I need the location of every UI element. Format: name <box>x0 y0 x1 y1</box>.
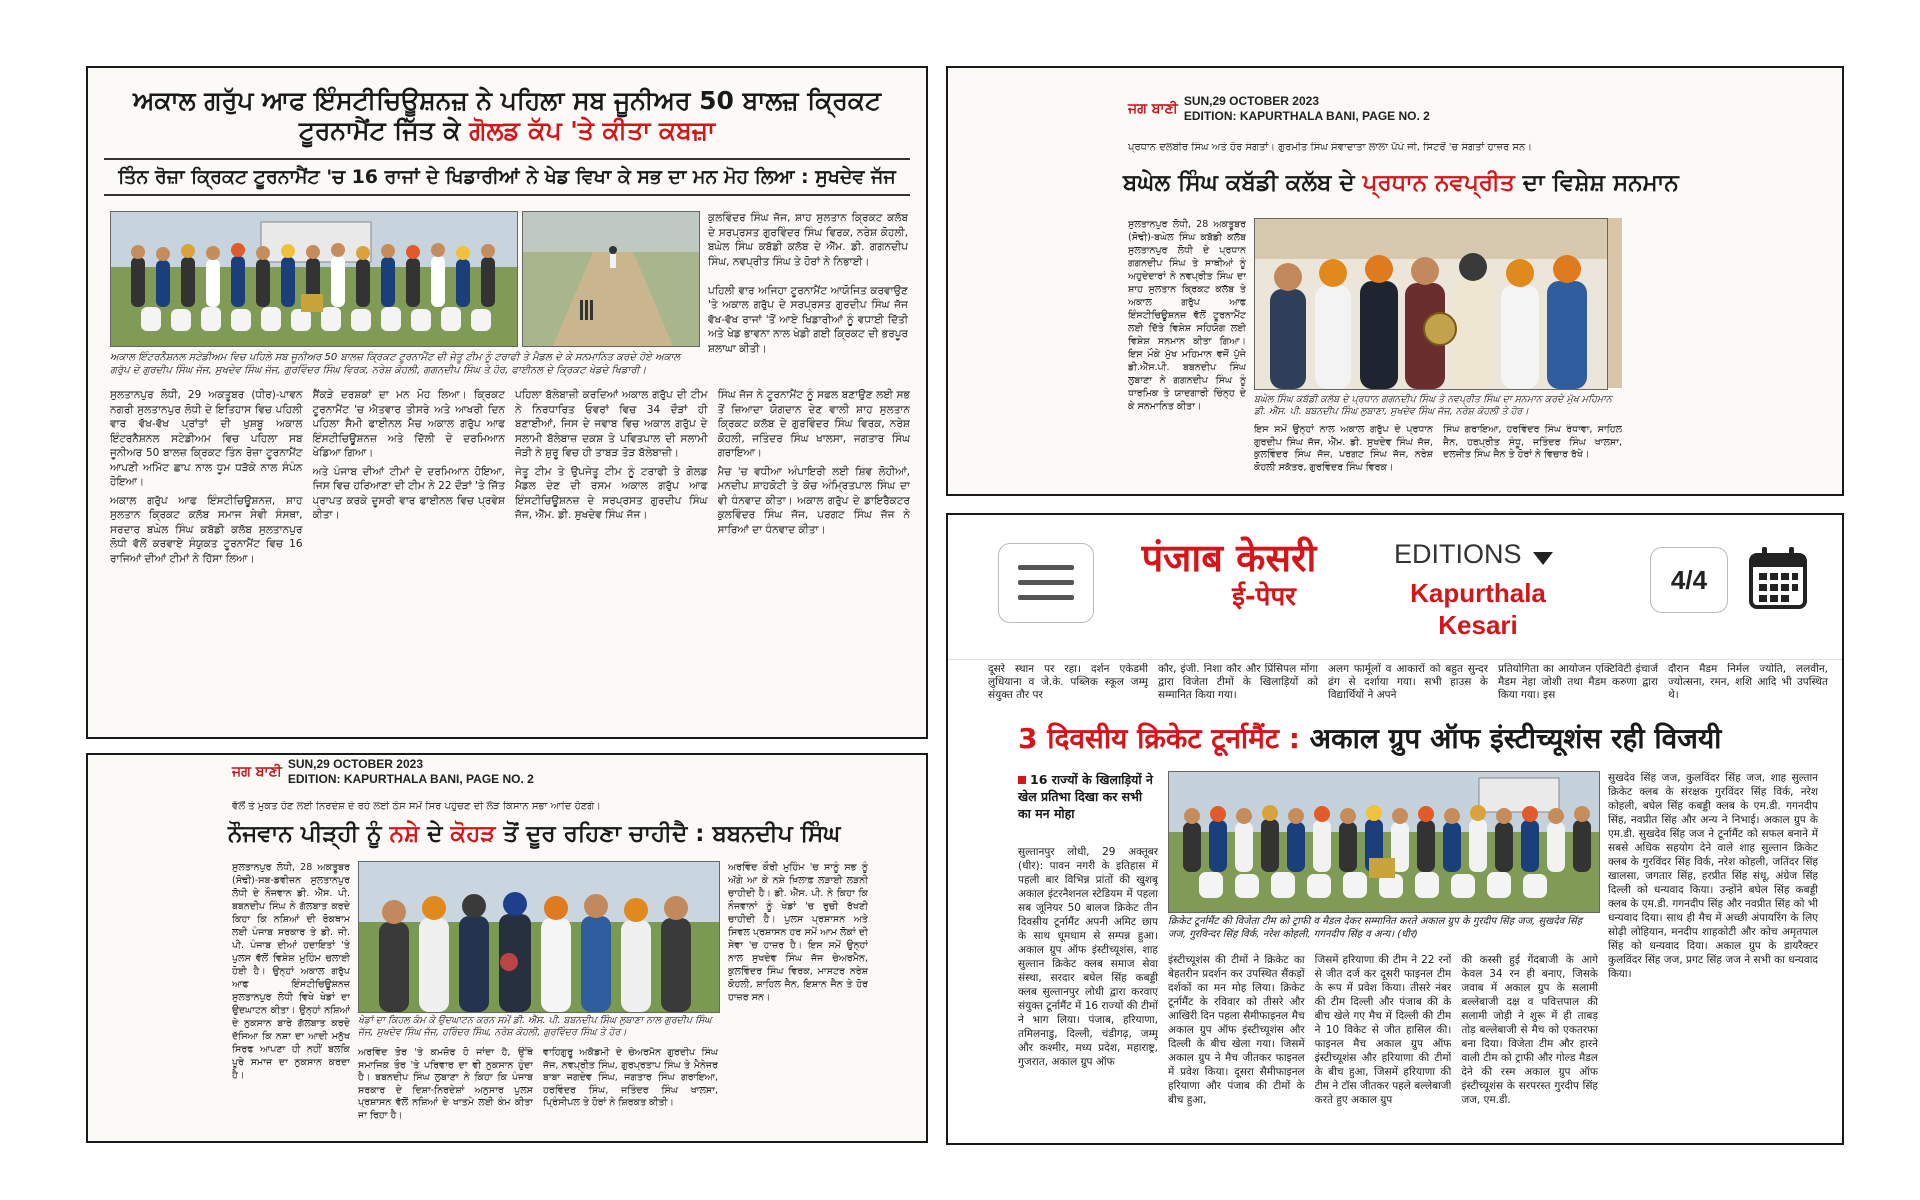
clip1-body-para: ਜੇਤੂ ਟੀਮ ਤੇ ਉਪਜੇਤੂ ਟੀਮ ਨੂੰ ਟਰਾਫੀ ਤੇ ਗੋਲਡ ਮੈਡਲ ਦੇਣ ਦੀ ਰਸਮ ਅਕਾਲ ਗਰੁੱਪ ਆਫ ਇੰਸਟੀਚਿਊਸ਼ਨਜ਼ ਦੇ ਸਰਪ੍ਰਸਤ ਗੁਰਦੀਪ ਸਿੰਘ ਜੱਜ, ਐੱਮ. ਡੀ. ਸੁਖਦੇਵ ਸਿੰਘ ਜੱਜ। <box>515 465 708 521</box>
clip3-photo-inauguration <box>358 861 720 1013</box>
clip1-right-para-1: ਕੁਲਵਿੰਦਰ ਸਿੰਘ ਜੱਜ, ਸ਼ਾਹ ਸੁਲਤਾਨ ਕ੍ਰਿਕਟ ਕਲੱਬ ਦੇ ਸਰਪ੍ਰਸਤ ਗੁਰਵਿੰਦਰ ਸਿੰਘ ਵਿਰਕ, ਨਰੇਸ਼ ਕੋਹਲੀ, ਬਘੇਲ ਸਿੰਘ ਕਬੱਡੀ ਕਲੱਬ ਦੇ ਐੱਮ. ਡੀ. ਗਗਨਦੀਪ ਸਿੰਘ, ਨਵਪ੍ਰੀਤ ਸਿੰਘ ਤੇ ਹੋਰਾਂ ਨੇ ਨਿਭਾਈ। <box>708 212 908 268</box>
clip2-meta <box>1184 94 1430 124</box>
clip3-headline-black-3: ਤੋਂ ਦੂਰ ਰਹਿਣਾ ਚਾਹੀਦੈ : ਬਬਨਦੀਪ ਸਿੰਘ <box>503 821 841 847</box>
clip3-headline-red-2: ਕੋਹੜ <box>450 821 496 847</box>
clip3-right-column <box>728 861 868 1133</box>
clipping-1-gold-cup <box>86 66 928 739</box>
clip3-right-text: ਅਰਵਿੰਦ ਕੌਰੀ ਮੁਹਿੰਮ 'ਚ ਸਾਨੂੰ ਸਭ ਨੂੰ ਅੱਗੇ ਆ ਕੇ ਨਸ਼ੇ ਖ਼ਿਲਾਫ਼ ਲੜਾਈ ਲੜਨੀ ਚਾਹੀਦੀ ਹੈ। ਡੀ. ਐੱਸ. ਪੀ. ਨੇ ਕਿਹਾ ਕਿ ਨੌਜਵਾਨਾਂ ਨੂੰ ਖੇਡਾਂ 'ਚ ਰੁਚੀ ਰੱਖਣੀ ਚਾਹੀਦੀ ਹੈ। ਪੁਲਸ ਪ੍ਰਸ਼ਾਸਨ ਅਤੇ ਸਿਵਲ ਪ੍ਰਸ਼ਾਸਨ ਹਰ ਸਮੇਂ ਆਮ ਲੋਕਾਂ ਦੀ ਸੇਵਾ 'ਚ ਹਾਜ਼ਰ ਹੈ। ਇਸ ਸਮੇਂ ਉਨ੍ਹਾਂ ਨਾਲ ਸੁਖਦੇਵ ਸਿੰਘ ਜੱਜ ਚੇਅਰਮੈਨ, ਕੁਲਵਿੰਦਰ ਸਿੰਘ ਵਿਰਕ, ਮਾਸਟਰ ਨਰੇਸ਼ ਕੋਹਲੀ, ਸ਼ਾਹਿਲ ਜੈਨ, ਇਸ਼ਾਨ ਜੈਨ ਤੇ ਹੋਰ ਹਾਜ਼ਰ ਸਨ। <box>728 862 868 1003</box>
menu-button[interactable] <box>998 543 1094 623</box>
pk-headline-black: अकाल ग्रुप ऑफ इंस्टीच्यूशंस रही विजयी <box>1309 722 1722 755</box>
clip1-body-para: ਸੈਂਕੜੇ ਦਰਸ਼ਕਾਂ ਦਾ ਮਨ ਮੋਹ ਲਿਆ। ਕ੍ਰਿਕਟ ਟੂਰਨਾਮੈਂਟ 'ਚ ਐਤਵਾਰ ਤੀਸਰੇ ਅਤੇ ਆਖਰੀ ਦਿਨ ਪਹਿਲਾ ਸੈਮੀ ਫਾਈਨਲ ਮੈਚ ਅਕਾਲ ਗਰੁੱਪ ਆਫ ਇੰਸਟੀਚਿਊਸ਼ਨਜ਼ ਅਤੇ ਦਿੱਲੀ ਦੇ ਦਰਮਿਆਨ ਖੇਡਿਆ ਗਿਆ। <box>312 389 505 459</box>
clip2-bottom-para: ਸਿੰਘ ਗਰਾਇਆ, ਹਰਵਿੰਦਰ ਸਿੰਘ ਰੰਧਾਵਾ, ਸਾਹਿਲ ਜੈਨ, ਹਰਪ੍ਰੀਤ ਸੰਧੂ, ਜਤਿੰਦਰ ਸਿੰਘ ਖਾਲਸਾ, ਦਲਜੀਤ ਸਿੰਘ ਜੈਨ ਤੇ ਹੋਰਾਂ ਨੇ ਵਿਚਾਰ ਰੱਖੇ। <box>1443 424 1622 460</box>
clip3-headline <box>228 819 868 849</box>
clip3-meta <box>288 757 534 787</box>
clip3-caption: ਖੇਡਾਂ ਦਾ ਕਿਹਲ ਕੰਮ ਕੇ ਉਦਘਾਟਨ ਕਰਨ ਸਮੇਂ ਡੀ. ਐੱਸ. ਪੀ. ਬਬਨਦੀਪ ਸਿੰਘ ਲੁਬਾਣਾ ਨਾਲ ਗੁਰਦੀਪ ਸਿੰਘ ਜੱਜ, ਸੁਖਦੇਵ ਸਿੰਘ ਜੱਜ, ਹਰਿੰਦਰ ਸਿੰਘ, ਨਰੇਸ਼ ਕੋਹਲੀ, ਗੁਰਵਿੰਦਰ ਸਿੰਘ ਤੇ ਹੋਰ। <box>358 1015 712 1038</box>
clip3-edition: EDITION: KAPURTHALA BANI, PAGE NO. 2 <box>287 772 534 786</box>
clip2-headline <box>1123 168 1679 198</box>
clip3-date: SUN,29 OCTOBER 2023 <box>287 757 423 771</box>
pk-logo-main: पंजाब केसरी <box>1141 536 1317 580</box>
clip1-photo-team <box>110 211 518 347</box>
clip2-bottom-columns <box>1254 424 1622 484</box>
pk-strip-col: कौर, इंजी. निशा कौर और प्रिंसिपल मोंगा द्वारा विजेता टीमों के खिलाड़ियों को सम्मानित किया गया। <box>1158 663 1318 701</box>
clip1-col-3 <box>515 388 708 726</box>
calendar-icon <box>1748 545 1808 611</box>
pk-right-text: सुखदेव सिंह जज, कुलविंदर सिंह जज, शाह सुल्तान क्रिकेट क्लब के संरक्षक गुरविंदर सिंह विर्क, नरेश कोहली, बघेल सिंह कबड्डी क्लब के एम.डी. गगनदीप सिंह, नवप्रीत सिंह और अन्य ने निभाई। अकाल ग्रुप के एम.डी. सुखदेव सिंह जज ने टूर्नामैंट को सफल बनाने में सबसे अधिक सहयोग देने वाले शाह सुल्तान क्रिकेट क्लब के गुरविंदर सिंह विर्क, नरेश कोहली, जतिंदर सिंह खालसा, जगतार सिंह, हरप्रीत सिंह संधू, अंग्रेज सिंह दिल्ली को धन्यवाद किया। उन्होंने बघेल सिंह कबड्डी क्लब के एम.डी. गगनदीप सिंह और नवप्रीत सिंह को भी धन्यवाद दिया। साथ ही मैच में अच्छी अंपायरिंग के लिए सोढ़ी लोहियान, मनदीप शाहकोटी और कोच अमृतपाल सिंह को धन्यवाद दिया। अकाल ग्रुप के डायरैक्टर कुलविंदर सिंह जज, प्रगट सिंह जज ने सभी का धन्यवाद किया। <box>1608 772 1818 980</box>
clip1-body-para: ਅਤੇ ਪੰਜਾਬ ਦੀਆਂ ਟੀਮਾਂ ਦੇ ਦਰਮਿਆਨ ਹੋਇਆ, ਜਿਸ ਵਿਚ ਹਰਿਆਣਾ ਦੀ ਟੀਮ ਨੇ 22 ਦੌੜਾਂ 'ਤੇ ਜਿੱਤ ਪ੍ਰਾਪਤ ਕਰਕੇ ਦੂਸਰੀ ਵਾਰ ਫਾਈਨਲ ਵਿਚ ਪ੍ਰਵੇਸ਼ ਕੀਤਾ। <box>312 465 505 521</box>
editions-label: EDITIONS <box>1394 539 1522 569</box>
pk-strip-col: प्रतियोगिता का आयोजन एक्टिविटी इंचार्ज मैडम नेहा जोशी तथा मैडम करुणा द्वारा किया गया। इस <box>1498 663 1658 701</box>
clip3-bottom-para: ਵਾਹਿਗੁਰੂ ਅਕੈਡਮੀ ਦੇ ਚੇਅਰਮੈਨ ਗੁਰਦੀਪ ਸਿੰਘ ਜੱਜ, ਨਵਪ੍ਰੀਤ ਸਿੰਘ, ਗੁਰਪ੍ਰਤਾਪ ਸਿੰਘ ਤੇ ਮੈਨੇਜਰ ਬਾਬਾ ਜਗਦੇਵ ਸਿੰਘ, ਜਗਤਾਰ ਸਿੰਘ ਗਰਾਇਆ, ਹਰਵਿੰਦਰ ਸਿੰਘ, ਜਤਿੰਦਰ ਸਿੰਘ ਖਾਲਸਾ, ਪ੍ਰਿੰਸੀਪਲ ਤੇ ਹੋਰਾਂ ਨੇ ਸ਼ਿਰਕਤ ਕੀਤੀ। <box>543 1047 718 1108</box>
pk-top-strip <box>988 663 1828 715</box>
page-indicator: 4/4 <box>1670 564 1708 595</box>
clip2-left-column <box>1128 218 1246 466</box>
clip1-headline-red: ਗੋਲਡ ਕੱਪ 'ਤੇ ਕੀਤਾ ਕਬਜ਼ਾ <box>469 116 716 145</box>
clip2-bottom-para: ਇਸ ਸਮੇਂ ਉਨ੍ਹਾਂ ਨਾਲ ਅਕਾਲ ਗਰੁੱਪ ਦੇ ਪ੍ਰਧਾਨ ਗੁਰਦੀਪ ਸਿੰਘ ਜੱਜ, ਐੱਮ. ਡੀ. ਸੁਖਦੇਵ ਸਿੰਘ ਜੱਜ, ਕੁਲਵਿੰਦਰ ਸਿੰਘ ਜੱਜ, ਪਰਗਟ ਸਿੰਘ ਜੱਜ, ਨਰੇਸ਼ ਕੋਹਲੀ ਸਕੱਤਰ, ਗੁਰਵਿੰਦਰ ਸਿੰਘ ਵਿਰਕ। <box>1254 424 1433 473</box>
clip1-right-para-2: ਪਹਿਲੀ ਵਾਰ ਅਜਿਹਾ ਟੂਰਨਾਮੈਂਟ ਆਯੋਜਿਤ ਕਰਵਾਉਣ 'ਤੇ ਅਕਾਲ ਗਰੁੱਪ ਦੇ ਸਰਪ੍ਰਸਤ ਗੁਰਦੀਪ ਸਿੰਘ ਜੱਜ ਵੱਖ-ਵੱਖ ਰਾਜਾਂ 'ਤੋਂ ਆਏ ਖਿਡਾਰੀਆਂ ਨੂੰ ਵਧਾਈ ਦਿੱਤੀ ਅਤੇ ਖੇਡ ਭਾਵਨਾ ਨਾਲ ਖੇਡੀ ਗਈ ਕ੍ਰਿਕਟ ਦੀ ਭਰਪੂਰ ਸ਼ਲਾਘਾ ਕੀਤੀ। <box>708 284 908 355</box>
pk-bottom-para: की कस्सी हुई गेंदबाजी के आगे केवल 34 रन ही बनाए, जिसके जवाब में अकाल ग्रुप के सलामी बल्लेबाजी दक्ष व पवित्तपाल की सलामी जोड़ी ने शुरू में ही ताबड़ तोड़ बल्लेबाजी से मैच को एकतरफा बना दिया। विजेता टीम और हारने वाली टीम को ट्राफी और गोल्ड मैडल देने की रस्म अकाल ग्रुप ऑफ इंस्टीच्यूशंस के सरपरस्त गुरदीप सिंह जज, एम.डी. <box>1461 954 1598 1106</box>
clip3-top-strip: ਵੱਲੋਂ ਤੇ ਮੁਕਤ ਹੋਣ ਲਈ ਨਿਰਦੇਸ਼ ਦੇ ਰਹੇ ਲਈ ਠੋਸ ਸਮੇਂ ਸਿਰ ਪਹੁੰਚਣ ਦੀ ਲੋੜ ਕਿਸਾਨ ਸਭਾ ਆਦਿ ਹੋਣਗੇ। <box>232 801 601 812</box>
clip2-top-strip: ਪ੍ਰਧਾਨ ਦਲਬੀਰ ਸਿੰਘ ਅਤੇ ਹੋਰ ਸੰਗਤਾਂ। ਗੁਰਮੀਤ ਸਿੰਘ ਸੰਵਾਦਾਤਾ ਲਾਲਾ ਪੱਪੇ ਜੀ, ਸਿਟਰੋਂ 'ਚ ਸੰਗਤਾਂ ਹਾਜ਼ਰ ਸਨ। <box>1128 142 1533 153</box>
clip1-photo-match <box>522 211 700 347</box>
pk-bottom-columns <box>1168 953 1598 1139</box>
calendar-button[interactable] <box>1748 545 1808 611</box>
pk-right-column <box>1608 771 1818 1139</box>
clip2-caption: ਬਘੇਲ ਸਿੰਘ ਕਬੱਡੀ ਕਲੱਬ ਦੇ ਪ੍ਰਧਾਨ ਗਗਨਦੀਪ ਸਿੰਘ ਤੇ ਨਵਪ੍ਰੀਤ ਸਿੰਘ ਦਾ ਸਨਮਾਨ ਕਰਦੇ ਮੁੱਖ ਮਹਿਮਾਨ ਡੀ. ਐੱਸ. ਪੀ. ਬਬਨਦੀਪ ਸਿੰਘ ਲੁਬਾਣਾ, ਸੁਖਦੇਵ ਸਿੰਘ ਜੱਜ, ਨਰੇਸ਼ ਕੋਹਲੀ ਤੇ ਹੋਰ। <box>1254 394 1612 417</box>
clip1-subheadline: ਤਿੰਨ ਰੋਜ਼ਾ ਕ੍ਰਿਕਟ ਟੂਰਨਾਮੈਂਟ 'ਚ 16 ਰਾਜਾਂ ਦੇ ਖਿਡਾਰੀਆਂ ਨੇ ਖੇਡ ਵਿਖਾ ਕੇ ਸਭ ਦਾ ਮਨ ਮੋਹ ਲਿਆ : ਸੁਖਦੇਵ ਜੱਜ <box>104 158 910 196</box>
clip3-headline-red-1: ਨਸ਼ੇ <box>389 821 420 847</box>
clipping-3-drug-awareness <box>86 753 928 1143</box>
clip3-inauguration-illustration <box>359 862 719 1012</box>
clip1-body-para: ਅਕਾਲ ਗਰੁੱਪ ਆਫ ਇੰਸਟੀਚਿਊਸ਼ਨਜ਼, ਸ਼ਾਹ ਸੁਲਤਾਨ ਕ੍ਰਿਕਟ ਕਲੱਬ ਸਮਾਜ ਸੇਵੀ ਸੰਸਥਾ, ਸਰਦਾਰ ਬਘੇਲ ਸਿੰਘ ਕਬੱਡੀ ਕਲੱਬ ਸੁਲਤਾਨਪੁਰ ਲੋਧੀ ਵੱਲੋਂ ਕਰਵਾਏ ਸੰਯੁਕਤ ਟੂਰਨਾਮੈਂਟ ਵਿਚ 16 ਰਾਜਿਆਂ ਦੀਆਂ ਟੀਮਾਂ ਨੇ ਹਿੱਸਾ ਲਿਆ। <box>110 494 303 565</box>
pk-left-text: सुल्तानपुर लोधी, 29 अक्तूबर (धीर): पावन नगरी के इतिहास में पहली बार विभिन्न प्रांतों की खुशबू अकाल इंटरनैशनल स्टेडियम में पहला सब जूनियर 50 बालज क्रिकेट तीन दिवसीय टूर्नामैंट अपनी अमिट छाप के साथ धूमधाम से सम्पन्न हुआ। अकाल ग्रुप ऑफ इंस्टीच्यूशंस, शाह सुल्तान क्रिकेट क्लब समाज सेवा संस्था, सरदार बघेल सिंह कबड्डी क्लब सुल्तानपुर लोधी द्वारा करवाए संयुक्त टूर्नामैंट में 16 राज्यों की टीमों ने भाग लिया। पंजाब, हरियाणा, तमिलनाडु, दिल्ली, चंडीगढ़, जम्मू और कश्मीर, मध्य प्रदेश, महाराष्ट्र, गुजरात, अकाल ग्रुप ऑफ <box>1018 846 1158 1068</box>
square-bullet-icon <box>1018 776 1026 784</box>
pk-winners-illustration <box>1169 772 1599 912</box>
clip1-col-1 <box>110 388 303 726</box>
clipping-4-punjab-kesari <box>946 513 1844 1145</box>
clip3-bottom-para: ਅਰਵਿੰਦ ਤੋਰ 'ਤੇ ਕਮਜ਼ੋਰ ਹੋ ਜਾਂਦਾ ਹੈ, ਉੱਥੇ ਸਮਾਜਿਕ ਤੌਰ 'ਤੇ ਪਰਿਵਾਰ ਦਾ ਵੀ ਨੁਕਸਾਨ ਹੁੰਦਾ ਹੈ। ਬਬਨਦੀਪ ਸਿੰਘ ਲੁਬਾਣਾ ਨੇ ਕਿਹਾ ਕਿ ਪੰਜਾਬ ਸਰਕਾਰ ਦੇ ਦਿਸ਼ਾ-ਨਿਰਦੇਸ਼ਾਂ ਅਨੁਸਾਰ ਪੁਲਸ ਪ੍ਰਸ਼ਾਸਨ ਵੱਲੋਂ ਨਸ਼ਿਆਂ ਦੇ ਖਾਤਮੇ ਲਈ ਕੰਮ ਕੀਤਾ ਜਾ ਰਿਹਾ ਹੈ। <box>358 1047 533 1121</box>
edition-name: Kapurthala Kesari <box>1410 578 1546 640</box>
clip3-headline-black-2: ਦੇ <box>427 821 443 847</box>
clip1-body-para: ਸਿੰਘ ਜੱਜ ਨੇ ਟੂਰਨਾਮੈਂਟ ਨੂੰ ਸਫਲ ਬਣਾਉਣ ਲਈ ਸਭ ਤੋਂ ਜ਼ਿਆਦਾ ਯੋਗਦਾਨ ਦੇਣ ਵਾਲੀ ਸ਼ਾਹ ਸੁਲਤਾਨ ਕ੍ਰਿਕਟ ਕਲੱਬ ਦੇ ਗੁਰਵਿੰਦਰ ਸਿੰਘ ਵਿਰਕ, ਨਰੇਸ਼ ਕੋਹਲੀ, ਜਤਿੰਦਰ ਸਿੰਘ ਖਾਲਸਾ, ਜਗਤਾਰ ਸਿੰਘ ਗਰਾਇਆ। <box>717 389 910 459</box>
clip3-jagbani-logo: ਜਗ ਬਾਣੀ <box>232 763 282 780</box>
editions-dropdown[interactable] <box>1394 539 1553 570</box>
clip2-photo-honor <box>1254 218 1608 390</box>
clip2-headline-black-1: ਬਘੇਲ ਸਿੰਘ ਕਬੱਡੀ ਕਲੱਬ ਦੇ <box>1123 170 1355 196</box>
clip1-body-para: ਪਹਿਲਾ ਬੱਲੇਬਾਜ਼ੀ ਕਰਦਿਆਂ ਅਕਾਲ ਗਰੁੱਪ ਦੀ ਟੀਮ ਨੇ ਨਿਰਧਾਰਿਤ ਓਵਰਾਂ ਵਿਚ 34 ਦੌੜਾਂ ਹੀ ਬਣਾਈਆਂ, ਜਿਸ ਦੇ ਜਵਾਬ ਵਿਚ ਅਕਾਲ ਗਰੁੱਪ ਦੇ ਸਲਾਮੀ ਬੱਲੇਬਾਜ਼ ਦਕਸ਼ ਤੇ ਪਵਿਤਪਾਲ ਦੀ ਸਲਾਮੀ ਜੋੜੀ ਨੇ ਸ਼ੁਰੂ ਵਿਚ ਹੀ ਤਾਬੜ ਤੋੜ ਬੱਲੇਬਾਜ਼ੀ। <box>515 389 708 459</box>
clip1-col-4 <box>718 388 911 726</box>
pk-strip-col: दूसरे स्थान पर रहा। दर्शन एकेडमी लुधियाना व जे.के. पब्लिक स्कूल जम्मू संयुक्त तौर पर <box>988 663 1148 701</box>
clip2-headline-black-2: ਦਾ ਵਿਸ਼ੇਸ਼ ਸਨਮਾਨ <box>1522 170 1679 196</box>
hamburger-icon <box>1018 563 1074 603</box>
clip2-headline-red: ਪ੍ਰਧਾਨ ਨਵਪ੍ਰੀਤ <box>1362 170 1515 196</box>
clip3-headline-black-1: ਨੌਜਵਾਨ ਪੀੜ੍ਹੀ ਨੂੰ <box>228 821 382 847</box>
pk-bottom-para: जिसमें हरियाणा की टीम ने 22 रनों से जीत दर्ज कर दूसरी फाइनल टीम के रूप में प्रवेश किया। तीसरे नंबर की टीम दिल्ली और पंजाब की के बीच खेले गए मैच में दिल्ली की टीम ने 10 विकेट से जीत हासिल की। फाइनल मैच अकाल ग्रुप ऑफ इंस्टीच्यूशंस और हरियाणा की टीमों के बीच हुआ, जिसमें हरियाणा की टीम ने टॉस जीतकर पहले बल्लेबाजी करते हुए अकाल ग्रुप <box>1314 954 1452 1106</box>
clip2-edition: EDITION: KAPURTHALA BANI, PAGE NO. 2 <box>1183 109 1430 123</box>
clip3-left-text: ਸੁਲਤਾਨਪੁਰ ਲੋਧੀ, 28 ਅਕਤੂਬਰ (ਸੋਢੀ)-ਸਬ-ਡਵੀਜ਼ਨ ਸੁਲਤਾਨਪੁਰ ਲੋਧੀ ਦੇ ਨੌਜਵਾਨ ਡੀ. ਐੱਸ. ਪੀ. ਬਬਨਦੀਪ ਸਿੰਘ ਨੇ ਗੱਲਬਾਤ ਕਰਦੇ ਕਿਹਾ ਕਿ ਨਸ਼ਿਆਂ ਦੀ ਰੋਕਥਾਮ ਲਈ ਪੰਜਾਬ ਸਰਕਾਰ ਤੇ ਡੀ. ਜੀ. ਪੀ. ਪੰਜਾਬ ਦੀਆਂ ਹਦਾਇਤਾਂ 'ਤੇ ਪੁਲਸ ਵੱਲੋਂ ਵਿਸ਼ੇਸ਼ ਮੁਹਿੰਮ ਚਲਾਈ ਹੋਈ ਹੈ। ਉਨ੍ਹਾਂ ਅਕਾਲ ਗਰੁੱਪ ਆਫ ਇੰਸਟੀਚਿਊਸ਼ਨਜ਼ ਸੁਲਤਾਨਪੁਰ ਲੋਧੀ ਵਿਖੇ ਖੇਡਾਂ ਦਾ ਉਦਘਾਟਨ ਕੀਤਾ। ਉਨ੍ਹਾਂ ਨਸ਼ਿਆਂ ਦੇ ਨੁਕਸਾਨ ਬਾਰੇ ਗੱਲਬਾਤ ਕਰਦੇ ਦੱਸਿਆ ਕਿ ਨਸ਼ਾ ਦਾ ਆਦੀ ਮਨੁੱਖ ਸਿਰਫ ਆਪਣਾ ਹੀ ਨਹੀਂ ਬਲਕਿ ਪੂਰੇ ਸਮਾਜ ਦਾ ਨੁਕਸਾਨ ਕਰਦਾ ਹੈ। <box>232 862 350 1081</box>
clip3-edition-stamp <box>232 757 534 787</box>
clip2-jagbani-logo: ਜਗ ਬਾਣੀ <box>1128 100 1178 117</box>
clip1-match-illustration <box>523 212 699 346</box>
pk-logo[interactable] <box>1120 535 1338 613</box>
clipping-2-kabaddi-club <box>946 66 1844 496</box>
clip2-edition-stamp <box>1128 94 1430 124</box>
clip2-side-strip <box>1608 218 1622 388</box>
pk-strip-col: अलग फार्मूलों व आकारों को बहुत सुन्दर ढंग से दर्शाया गया। सभी हाउस के विद्यार्थियों ने अपने <box>1328 663 1488 701</box>
pk-epaper-header <box>948 515 1842 660</box>
clip1-team-illustration <box>111 212 517 346</box>
pk-headline <box>1018 721 1818 757</box>
pk-kicker <box>1018 771 1158 822</box>
clip1-col-2 <box>313 388 506 726</box>
pk-kicker-text: 16 राज्यों के खिलाड़ियों ने खेल प्रतिभा दिखा कर सभी का मन मोहा <box>1018 772 1153 821</box>
pk-headline-red: 3 दिवसीय क्रिकेट टूर्नामैंट : <box>1018 722 1300 755</box>
clip3-left-column <box>232 861 350 1131</box>
clip1-right-column <box>708 211 908 371</box>
clip2-date: SUN,29 OCTOBER 2023 <box>1183 94 1319 108</box>
pk-left-column <box>1018 845 1158 1139</box>
clip1-body-columns <box>110 388 910 726</box>
pk-logo-sub: ई-पेपर <box>1232 582 1296 612</box>
clip3-bottom-columns <box>358 1047 718 1133</box>
clip1-body-para: ਮੈਚ 'ਚ ਵਧੀਆ ਅੰਪਾਇਰੀ ਲਈ ਸ਼ਿਵ ਲੋਹੀਆਂ, ਮਨਦੀਪ ਸ਼ਾਹਕੋਟੀ ਤੇ ਕੋਚ ਅੰਮ੍ਰਿਤਪਾਲ ਸਿੰਘ ਦਾ ਵੀ ਧੰਨਵਾਦ ਕੀਤਾ। ਅਕਾਲ ਗਰੁੱਪ ਦੇ ਡਾਇਰੈਕਟਰ ਕੁਲਵਿੰਦਰ ਸਿੰਘ ਜੱਜ, ਪਰਗਟ ਸਿੰਘ ਜੱਜ ਨੇ ਸਾਰਿਆਂ ਦਾ ਧੰਨਵਾਦ ਕੀਤਾ। <box>717 465 910 536</box>
page-indicator-button[interactable] <box>1650 547 1728 613</box>
pk-caption: क्रिकेट टूर्नामैंट की विजेता टीम को ट्राफी व मैडल देकर सम्मानित करते अकाल ग्रुप के गुरदीप सिंह जज, सुखदेव सिंह जज, गुरविन्दर सिंह विर्क, नरेश कोहली, गगनदीप सिंह व अन्य। (धीर) <box>1168 916 1583 940</box>
clip1-headline <box>88 68 926 150</box>
pk-strip-col: दौरान मैडम निर्मल ज्योति, ललवीन, ज्योत्सना, रमन, शशि आदि भी उपस्थित थे। <box>1668 663 1828 701</box>
clip1-headline-black: ਅਕਾਲ ਗਰੁੱਪ ਆਫ ਇੰਸਟੀਚਿਊਸ਼ਨਜ਼ ਨੇ ਪਹਿਲਾ ਸਬ ਜੂਨੀਅਰ 50 ਬਾਲਜ਼ ਕ੍ਰਿਕਟ ਟੂਰਨਾਮੈਂਟ ਜਿੱਤ ਕੇ <box>132 86 881 145</box>
pk-bottom-para: इंस्टीच्यूशंस की टीमों ने क्रिकेट का बेहतरीन प्रदर्शन कर उपस्थित सैंकड़ों दर्शकों का मन मोह लिया। क्रिकेट टूर्नामैंट के रविवार को तीसरे और आखिरी दिन पहला सैमीफाइनल मैच अकाल ग्रुप ऑफ इंस्टीच्यूशंस और दिल्ली के बीच खेला गया। जिसमें अकाल ग्रुप ने मैच जीतकर फाइनल में प्रवेश किया। दूसरा सैमीफाइनल हरियाणा और पंजाब की टीमों के बीच हुआ, <box>1168 954 1305 1106</box>
caret-down-icon <box>1533 552 1553 565</box>
clip2-left-text: ਸੁਲਤਾਨਪੁਰ ਲੋਧੀ, 28 ਅਕਤੂਬਰ (ਸੋਢੀ)-ਬਘੇਲ ਸਿੰਘ ਕਬੱਡੀ ਕਲੱਬ ਸੁਲਤਾਨਪੁਰ ਲੋਧੀ ਦੇ ਪ੍ਰਧਾਨ ਗਗਨਦੀਪ ਸਿੰਘ ਤੇ ਸਾਥੀਆਂ ਨੂੰ ਅਹੁਦੇਦਾਰਾਂ ਨੇ ਨਵਪ੍ਰੀਤ ਸਿੰਘ ਦਾ ਸ਼ਾਹ ਸੁਲਤਾਨ ਕ੍ਰਿਕਟ ਕਲੱਬ ਤੇ ਅਕਾਲ ਗਰੁੱਪ ਆਫ ਇੰਸਟੀਚਿਊਸ਼ਨਜ਼ ਵੱਲੋਂ ਟੂਰਨਾਮੈਂਟ ਲਈ ਦਿੱਤੇ ਵਿਸ਼ੇਸ਼ ਸਹਿਯੋਗ ਲਈ ਵਿਸ਼ੇਸ਼ ਸਨਮਾਨ ਕੀਤਾ ਗਿਆ। ਇਸ ਮੌਕੇ ਮੁੱਖ ਮਹਿਮਾਨ ਵਜੋਂ ਪੁੱਜੇ ਡੀ.ਐੱਸ.ਪੀ. ਬਬਨਦੀਪ ਸਿੰਘ ਲੁਬਾਣਾ ਨੇ ਗਗਨਦੀਪ ਸਿੰਘ ਨੂੰ ਧਾਰਮਿਕ ਤੇ ਯਾਦਗਾਰੀ ਚਿੰਨ੍ਹ ਦੇ ਕੇ ਸਨਮਾਨਿਤ ਕੀਤਾ। <box>1128 219 1246 412</box>
clip1-caption: ਅਕਾਲ ਇੰਟਰਨੈਸ਼ਨਲ ਸਟੇਡੀਅਮ ਵਿਚ ਪਹਿਲੇ ਸਬ ਜੂਨੀਅਰ 50 ਬਾਲਜ਼ ਕ੍ਰਿਕਟ ਟੂਰਨਾਮੈਂਟ ਦੀ ਜੇਤੂ ਟੀਮ ਨੂੰ ਟਰਾਫੀ ਤੇ ਮੈਡਲ ਦੇ ਕੇ ਸਨਮਾਨਿਤ ਕਰਦੇ ਹੋਏ ਅਕਾਲ ਗਰੁੱਪ ਦੇ ਗੁਰਦੀਪ ਸਿੰਘ ਜੱਜ, ਸੁਖਦੇਵ ਸਿੰਘ ਜੱਜ, ਗੁਰਵਿੰਦਰ ਸਿੰਘ ਵਿਰਕ, ਨਰੇਸ਼ ਕੋਹਲੀ, ਗਗਨਦੀਪ ਸਿੰਘ ਤੇ ਹੋਰ, ਫਾਈਨਲ ਦੇ ਕ੍ਰਿਕਟ ਖੇਡਦੇ ਖਿਡਾਰੀ। <box>110 352 681 376</box>
clip2-honor-illustration <box>1255 219 1607 389</box>
pk-photo-winners <box>1168 771 1600 913</box>
clip1-body-para: ਸੁਲਤਾਨਪੁਰ ਲੋਧੀ, 29 ਅਕਤੂਬਰ (ਧੀਰ)-ਪਾਵਨ ਨਗਰੀ ਸੁਲਤਾਨਪੁਰ ਲੋਧੀ ਦੇ ਇਤਿਹਾਸ ਵਿਚ ਪਹਿਲੀ ਵਾਰ ਵੱਖ-ਵੱਖ ਪ੍ਰਾਂਤਾਂ ਦੀ ਖੁਸ਼ਬੂ ਅਕਾਲ ਇੰਟਰਨੈਸ਼ਨਲ ਸਟੇਡੀਅਮ ਵਿਚ ਪਹਿਲਾ ਸਬ ਜੂਨੀਅਰ 50 ਬਾਲਜ਼ ਕ੍ਰਿਕਟ ਤਿੰਨ ਰੋਜ਼ਾ ਟੂਰਨਾਮੈਂਟ ਆਪਣੀ ਅਮਿੱਟ ਛਾਪ ਨਾਲ ਧੂਮ ਧੜੱਕੇ ਨਾਲ ਸੰਪੰਨ ਹੋਇਆ। <box>110 389 303 488</box>
